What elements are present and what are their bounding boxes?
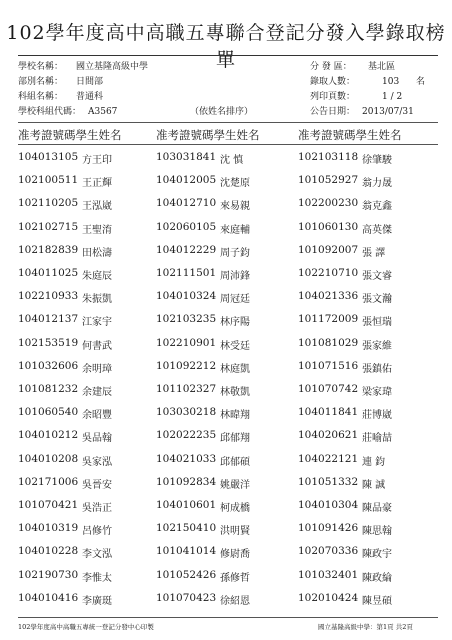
student-name: 陳思翰 — [362, 526, 392, 538]
student-name: 莊喻喆 — [362, 433, 392, 445]
district-value: 基北區 — [368, 62, 396, 72]
student-name: 梁家瑋 — [362, 387, 392, 398]
student-name: 洪明賢 — [220, 526, 250, 538]
exam-number: 102103118 — [298, 151, 359, 163]
division-value: 日間部 — [76, 77, 104, 87]
exam-number: 104010601 — [156, 499, 217, 511]
school-value: 國立基隆高級中學 — [76, 62, 149, 72]
exam-number: 104022121 — [298, 452, 359, 465]
exam-number: 104011025 — [18, 267, 79, 279]
exam-number: 104010416 — [18, 591, 79, 604]
student-name: 張家維 — [362, 340, 392, 352]
exam-number: 104010228 — [18, 545, 79, 558]
student-name: 陳政綸 — [362, 572, 392, 584]
exam-number: 101070421 — [18, 499, 79, 511]
exam-number: 101092834 — [156, 475, 217, 488]
student-name: 吳浩正 — [82, 503, 112, 514]
student-name: 邱郁碩 — [220, 456, 250, 468]
student-name: 林暐翔 — [220, 410, 250, 422]
exam-number: 101071516 — [298, 359, 359, 372]
exam-number: 101032606 — [18, 359, 79, 372]
exam-number: 103031841 — [156, 151, 217, 163]
student-name: 林受廷 — [220, 340, 250, 352]
exam-number: 101081029 — [298, 336, 359, 349]
exam-number: 104010212 — [18, 429, 79, 442]
student-name: 林序陽 — [220, 317, 250, 329]
student-name: 來庭輔 — [220, 224, 250, 236]
exam-number: 102210901 — [156, 336, 217, 349]
exam-number: 104021033 — [156, 452, 217, 465]
column-header-3: 准考證號碼學生姓名 — [298, 128, 402, 142]
info-row-2 — [18, 75, 438, 89]
page-value: 1 / 2 — [382, 92, 403, 102]
student-name: 周冠廷 — [220, 294, 250, 306]
student-name: 姚嚴洋 — [220, 479, 250, 491]
exam-number: 104012005 — [156, 174, 217, 187]
student-name: 何書武 — [82, 340, 112, 352]
student-name: 林敬凱 — [220, 387, 250, 398]
division-label: 部別名稱： — [18, 77, 64, 87]
exam-number: 102102715 — [18, 220, 79, 233]
exam-number: 102150410 — [156, 522, 217, 535]
header-bottom-rule — [18, 122, 438, 123]
student-name: 張文瀚 — [362, 294, 392, 306]
student-name: 余建辰 — [82, 387, 112, 398]
footer-rule — [18, 617, 438, 618]
dept-value: 普通科 — [76, 92, 104, 102]
exam-number: 101051332 — [298, 475, 359, 488]
exam-number: 102210710 — [298, 267, 359, 279]
student-name: 余明璋 — [82, 363, 112, 375]
exam-number: 101102327 — [156, 383, 217, 395]
student-name: 來易親 — [220, 201, 250, 213]
student-name: 田松濤 — [82, 247, 112, 259]
exam-number: 102110205 — [18, 197, 79, 210]
student-name: 柯成橋 — [220, 503, 250, 514]
student-name: 莊博崴 — [362, 410, 392, 422]
student-name: 王聖淯 — [82, 224, 112, 236]
info-row-3 — [18, 90, 438, 104]
exam-number: 104012710 — [156, 197, 217, 210]
page-label: 列印頁數： — [310, 92, 356, 102]
exam-number: 101092007 — [298, 243, 359, 256]
student-name: 王泓崴 — [82, 201, 112, 213]
exam-number: 102100511 — [18, 174, 79, 187]
admit-value: 103 — [382, 77, 400, 87]
footer-right: 國立基隆高級中學：第1頁 共2頁 — [318, 623, 413, 631]
exam-number: 104020621 — [298, 429, 359, 442]
exam-number: 101041014 — [156, 545, 217, 558]
student-name: 張恒瑞 — [362, 317, 392, 329]
student-name: 吳晉安 — [82, 479, 112, 491]
exam-number: 104021336 — [298, 290, 359, 303]
student-name: 徐紹恩 — [220, 595, 250, 607]
exam-number: 102060105 — [156, 220, 217, 233]
student-name: 邱郁翔 — [220, 433, 250, 445]
student-name: 孫修哲 — [220, 572, 250, 584]
student-name: 沈楚原 — [220, 178, 250, 190]
exam-number: 102200230 — [298, 197, 359, 210]
exam-number: 102111501 — [156, 267, 217, 279]
exam-number: 104010324 — [156, 290, 217, 303]
exam-number: 104013105 — [18, 151, 79, 163]
student-name: 王正輝 — [82, 178, 112, 190]
sort-note: （依姓名排序） — [190, 107, 254, 117]
page-title: 102學年度高中高職五專聯合登記分發入學錄取榜單 — [6, 22, 446, 71]
district-label: 分 發 區： — [310, 62, 352, 72]
student-name: 李文泓 — [82, 549, 112, 561]
exam-number: 102182839 — [18, 243, 79, 256]
column-header-rule — [18, 144, 438, 145]
student-name: 朱振凱 — [82, 294, 112, 306]
student-name: 連 鈞 — [362, 456, 386, 468]
student-name: 李惟太 — [82, 572, 112, 584]
student-name: 修尉喬 — [220, 549, 250, 561]
student-name: 陳品豪 — [362, 503, 392, 514]
student-name: 張文睿 — [362, 271, 392, 282]
student-name: 徐肇駿 — [362, 155, 392, 166]
exam-number: 101091426 — [298, 522, 359, 535]
exam-number: 104010208 — [18, 452, 79, 465]
exam-number: 101092212 — [156, 359, 217, 372]
exam-number: 102171006 — [18, 475, 79, 488]
student-name: 周子鈞 — [220, 247, 250, 259]
exam-number: 101172009 — [298, 313, 359, 326]
exam-number: 102070336 — [298, 545, 359, 558]
student-name: 沈 慎 — [220, 155, 244, 166]
student-name: 陳昱碩 — [362, 595, 392, 607]
exam-number: 104012137 — [18, 313, 79, 326]
code-label: 學校科組代碼： — [18, 107, 82, 117]
student-name: 張 譯 — [362, 247, 386, 259]
exam-number: 104010319 — [18, 522, 79, 535]
exam-number: 101060540 — [18, 406, 79, 419]
student-name: 翁力晟 — [362, 178, 392, 190]
exam-number: 104012229 — [156, 243, 217, 256]
student-name: 吳品翰 — [82, 433, 112, 445]
exam-number: 103030218 — [156, 406, 217, 419]
exam-number: 101060130 — [298, 220, 359, 233]
student-name: 周沛鋒 — [220, 271, 250, 282]
student-name: 高英傑 — [362, 224, 392, 236]
exam-number: 101052927 — [298, 174, 359, 187]
student-name: 陳 誠 — [362, 479, 386, 491]
exam-number: 101070742 — [298, 383, 359, 395]
column-header-1: 准考證號碼學生姓名 — [18, 128, 122, 142]
exam-number: 102103235 — [156, 313, 217, 326]
student-name: 吳家泓 — [82, 456, 112, 468]
exam-number: 102022235 — [156, 429, 217, 442]
info-row-4 — [18, 105, 438, 119]
student-name: 翁克鑫 — [362, 201, 392, 213]
student-name: 江家宇 — [82, 317, 112, 329]
footer-left: 102學年度高中高職五專統一登記分發中心印製 — [18, 623, 154, 631]
student-name: 方王印 — [82, 155, 112, 166]
header-top-rule — [18, 55, 438, 56]
column-header-2: 准考證號碼學生姓名 — [156, 128, 260, 142]
exam-number: 101052426 — [156, 568, 217, 581]
school-label: 學校名稱： — [18, 62, 64, 72]
date-value: 2013/07/31 — [362, 107, 414, 117]
exam-number: 101070423 — [156, 591, 217, 604]
exam-number: 102210933 — [18, 290, 79, 303]
student-name: 余昭豐 — [82, 410, 112, 422]
exam-number: 101081232 — [18, 383, 79, 395]
admit-label: 錄取人數： — [310, 77, 356, 87]
student-name: 張鎮佑 — [362, 363, 392, 375]
student-name: 朱庭辰 — [82, 271, 112, 282]
exam-number: 102153519 — [18, 336, 79, 349]
student-name: 呂修竹 — [82, 526, 112, 538]
student-name: 李廣珽 — [82, 595, 112, 607]
student-name: 林庭凱 — [220, 363, 250, 375]
exam-number: 104010304 — [298, 499, 359, 511]
exam-number: 104011841 — [298, 406, 359, 419]
info-row-1 — [18, 60, 438, 74]
code-value: A3567 — [88, 107, 118, 117]
exam-number: 102190730 — [18, 568, 79, 581]
exam-number: 101032401 — [298, 568, 359, 581]
admit-unit: 名 — [416, 77, 426, 87]
dept-label: 科組名稱： — [18, 92, 64, 102]
date-label: 公告日期： — [310, 107, 356, 117]
student-name: 陳政宇 — [362, 549, 392, 561]
exam-number: 102010424 — [298, 591, 359, 604]
